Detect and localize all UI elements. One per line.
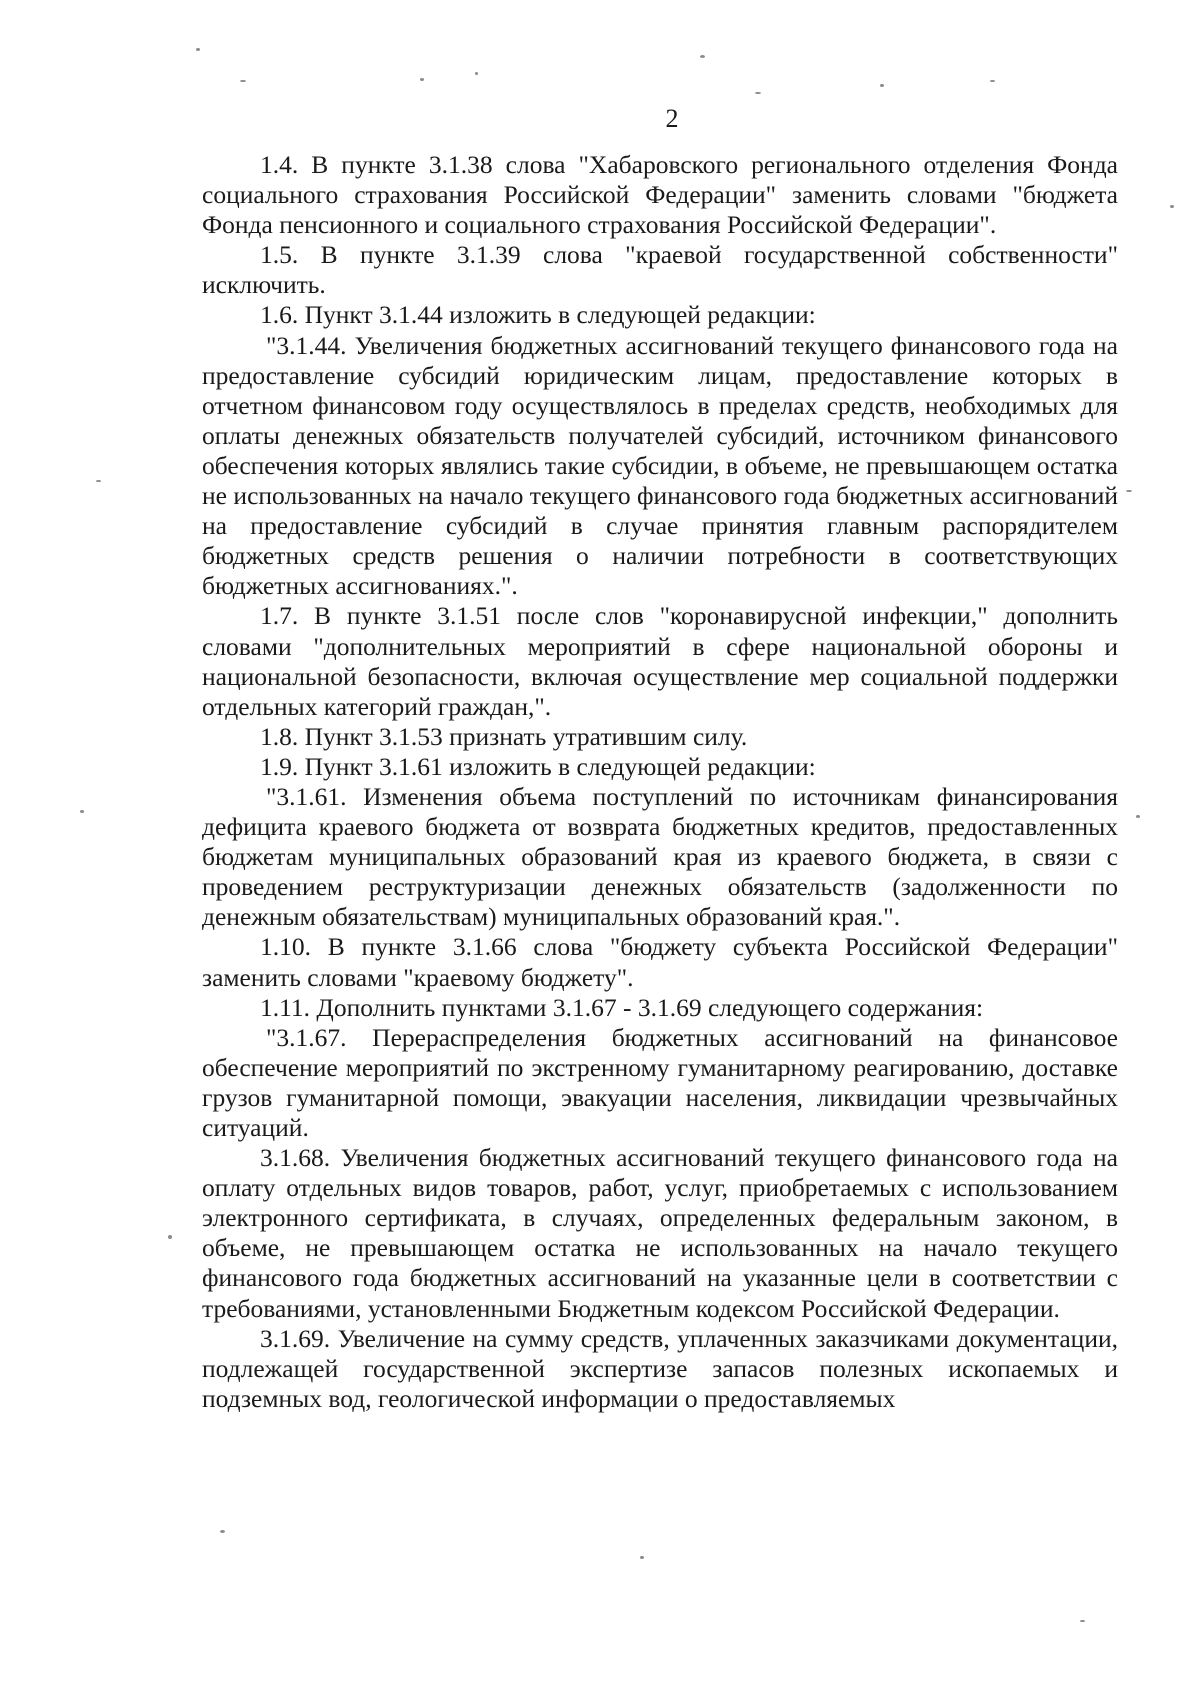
scan-speck — [475, 72, 478, 75]
paragraph-1-7: 1.7. В пункте 3.1.51 после слов "коронавирусной инфекции," дополнить словами "дополнительных мероприятий в сфере национальной обороны и национальной безопасности, включая осуществление мер социальной поддержки отдельных категорий граждан,". — [202, 601, 1118, 721]
quote-3-1-67: "3.1.67. Перераспределения бюджетных ассигнований на финансовое обеспечение мероприятий по экстренному гуманитарному реагированию, доставке грузов гуманитарной помощи, эвакуации населения, ликвидации чрезвычайных ситуаций. — [202, 1022, 1118, 1142]
scan-speck — [1126, 490, 1132, 492]
scan-speck — [990, 80, 995, 82]
scan-speck — [1080, 1620, 1085, 1622]
document-body — [202, 150, 1118, 1414]
scan-speck — [1136, 815, 1140, 818]
scan-speck — [640, 1556, 644, 1559]
paragraph-3-1-68: 3.1.68. Увеличения бюджетных ассигнований текущего финансового года на оплату отдельных видов товаров, работ, услуг, приобретаемых с использованием электронного сертификата, в случаях, определенных федеральным законом, в объеме, не превышающем остатка не использованных на начало текущего финансового года бюджетных ассигнований на указанные цели в соответствии с требованиями, установленными Бюджетным кодексом Российской Федерации. — [202, 1143, 1118, 1323]
paragraph-1-6: 1.6. Пункт 3.1.44 изложить в следующей редакции: — [260, 300, 816, 330]
scan-speck — [240, 80, 246, 82]
scan-speck — [220, 1530, 225, 1533]
scan-speck — [96, 480, 101, 482]
paragraph-1-9: 1.9. Пункт 3.1.61 изложить в следующей редакции: — [260, 751, 816, 781]
scan-speck — [168, 1235, 172, 1239]
paragraph-1-5: 1.5. В пункте 3.1.39 слова "краевой государственной собственности" исключить. — [202, 240, 1118, 300]
paragraph-1-11: 1.11. Дополнить пунктами 3.1.67 - 3.1.69 следующего содержания: — [260, 992, 984, 1022]
paragraph-1-8: 1.8. Пункт 3.1.53 признать утратившим силу. — [260, 721, 748, 751]
paragraph-1-10: 1.10. В пункте 3.1.66 слова "бюджету субъекта Российской Федерации" заменить словами "краевому бюджету". — [202, 932, 1118, 992]
scan-speck — [196, 48, 200, 51]
paragraph-1-4: 1.4. В пункте 3.1.38 слова "Хабаровского регионального отделения Фонда социального страхования Российской Федерации" заменить словами "бюджета Фонда пенсионного и социального страхования Российской Федерации". — [202, 150, 1118, 240]
scan-speck — [80, 810, 84, 813]
scan-speck — [880, 84, 884, 87]
paragraph-3-1-69: 3.1.69. Увеличение на сумму средств, уплаченных заказчиками документации, подлежащей государственной экспертизе запасов полезных ископаемых и подземных вод, геологической информации о предоставляемых — [202, 1323, 1118, 1413]
scan-speck — [420, 78, 424, 81]
page-number: 2 — [665, 104, 679, 133]
scan-speck — [755, 92, 761, 94]
scan-speck — [1170, 205, 1174, 208]
quote-3-1-44: "3.1.44. Увеличения бюджетных ассигнований текущего финансового года на предоставление субсидий юридическим лицам, предоставление которых в отчетном финансовом году осуществлялось в пределах средств, необходимых для оплаты денежных обязательств получателей субсидий, источником финансового обеспечения которых являлись такие субсидии, в объеме, не превышающем остатка не использованных на начало текущего финансового года бюджетных ассигнований на предоставление субсидий в случае принятия главным распорядителем бюджетных средств решения о наличии потребности в соответствующих бюджетных ассигнованиях.". — [202, 330, 1118, 601]
scan-speck — [700, 55, 705, 58]
quote-3-1-61: "3.1.61. Изменения объема поступлений по источникам финансирования дефицита краевого бюджета от возврата бюджетных кредитов, предоставленных бюджетам муниципальных образований края из краевого бюджета, в связи с проведением реструктуризации денежных обязательств (задолженности по денежным обязательствам) муниципальных образований края.". — [202, 781, 1118, 932]
